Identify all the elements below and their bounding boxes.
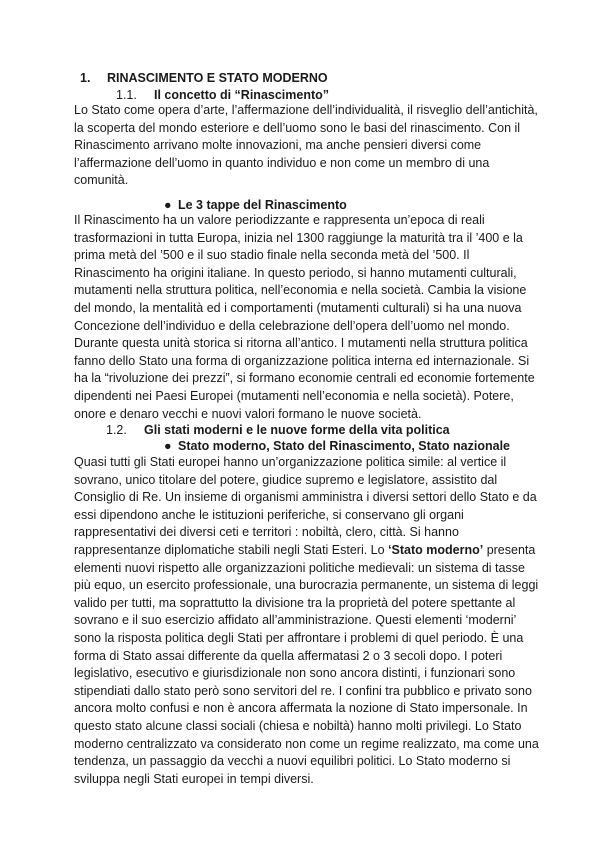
- paragraph-line-mixed: [74, 542, 536, 560]
- paragraph-line: Il Rinascimento ha un valore periodizzante e rappresenta un’epoca di reali: [74, 213, 485, 227]
- paragraph-line: l’affermazione dell’uomo in quanto individuo e non come un membro di una: [74, 155, 490, 170]
- paragraph-line: elementi nuovi rispetto alle organizzazioni politiche medievali: un sistema di tasse: [74, 560, 525, 575]
- paragraph-line: fanno dello Stato una forma di organizzazione politica interna ed internazionale. Si: [74, 353, 530, 368]
- bullet-heading-stato: [164, 439, 510, 453]
- paragraph-line: la scoperta del mondo esteriore e dell’uomo sono le basi del rinascimento. Con il: [74, 120, 521, 135]
- paragraph-line: Quasi tutti gli Stati europei hanno un’organizzazione politica simile: al vertice il: [74, 455, 507, 469]
- subsection-heading-1-2: [106, 423, 450, 437]
- paragraph-line: sono la risposta politica degli Stati per affrontare i problemi di quel periodo. È una: [74, 630, 524, 645]
- paragraph-line: Lo Stato come opera d’arte, l’affermazione dell’individualità, il risveglio dell’antichità,: [74, 103, 538, 117]
- text-run: presenta: [483, 542, 536, 557]
- subsection-number: 1.2.: [106, 423, 127, 437]
- bullet-title: Stato moderno, Stato del Rinascimento, Stato nazionale: [178, 439, 510, 453]
- section-number: 1.: [80, 71, 91, 85]
- paragraph-line: sovrano e il suo esercizio affidato all’amministrazione. Questi elementi ‘moderni’: [74, 613, 517, 628]
- paragraph-line: trasformazioni in tutta Europa, inizia nel 1300 raggiunge la maturità tra il ’400 e la: [74, 230, 523, 245]
- paragraph-stato-moderno: [74, 454, 539, 788]
- paragraph-line: Rinascimento arrivano molte innovazioni, ma anche pensieri diversi come: [74, 138, 482, 153]
- bullet-title: Le 3 tappe del Rinascimento: [178, 198, 347, 212]
- paragraph-line: tendenza, un passaggio da vecchi a nuovi equilibri politici. Lo Stato moderno si: [74, 754, 511, 769]
- paragraph-line: Concezione dell’individuo e della celebrazione dell’opera dell’uomo nel mondo.: [74, 318, 510, 333]
- bullet-icon: ●: [164, 439, 172, 453]
- paragraph-line: ancora molto confusi e non è ancora affermata la nozione di Stato impersonale. In: [74, 701, 528, 716]
- paragraph-line: Durante questa unità storica si ritorna all’antico. I mutamenti nella struttura politica: [74, 336, 528, 351]
- paragraph-line: prima metà del ’500 e il suo stadio finale nella seconda metà del ’500. Il: [74, 248, 470, 263]
- paragraph-line: più equo, un esercito professionale, una burocrazia permanente, un sistema di leggi: [74, 578, 539, 593]
- paragraph-line: questo stato alcune classi sociali (chiesa e nobiltà) hanno molti privilegi. Lo Stato: [74, 718, 522, 733]
- paragraph-line: sovrano, unico titolare del potere, giudice supremo e legislatore, assistito dal: [74, 472, 498, 487]
- paragraph-line: Rinascimento ha origini italiane. In questo periodo, si hanno mutamenti culturali,: [74, 265, 517, 280]
- bullet-heading-tappe: [164, 198, 347, 212]
- section-title: RINASCIMENTO E STATO MODERNO: [107, 71, 328, 85]
- paragraph-line: rappresentativi dei diversi ceti e territori : nobiltà, clero, città. Si hanno: [74, 525, 459, 540]
- paragraph-rinascimento: [74, 102, 536, 190]
- paragraph-line: onore e denaro vecchi e nuovi valori formano le nuove società.: [74, 406, 422, 421]
- subsection-heading-1-1: [116, 88, 329, 102]
- paragraph-tappe: [74, 212, 536, 423]
- paragraph-line: dipendenti nei Paesi Europei (mutamenti nell’economia e nella società). Potere,: [74, 388, 514, 403]
- subsection-title: Gli stati moderni e le nuove forme della vita politica: [144, 423, 450, 437]
- paragraph-line: stipendiati dallo stato però sono servitori del re. I confini tra pubblico e privato sono: [74, 683, 532, 698]
- bullet-icon: ●: [164, 198, 172, 212]
- paragraph-line: comunità.: [74, 173, 129, 188]
- paragraph-line: Consiglio di Re. Un insieme di organismi amministra i diversi settori dello Stato e da: [74, 490, 537, 505]
- bold-term: ‘Stato moderno’: [388, 542, 484, 557]
- paragraph-line: legislativo, esecutivo e giurisdizionale non sono ancora distinti, i funzionari sono: [74, 666, 516, 681]
- text-run: rappresentanze diplomatiche stabili negli Stati Esteri. Lo: [74, 542, 389, 557]
- subsection-title: Il concetto di “Rinascimento”: [154, 88, 330, 102]
- paragraph-line: mutamenti nella struttura politica, nell’economia e nella società. Cambia la visione: [74, 283, 527, 298]
- section-heading: [80, 71, 328, 85]
- paragraph-line: ha la “rivoluzione dei prezzi”, si formano economie centrali ed economie fortemente: [74, 371, 535, 386]
- paragraph-line: valido per tutti, ma soprattutto la divisione tra la proprietà del potere spettante al: [74, 595, 516, 610]
- paragraph-line: moderno centralizzato va considerato non come un regime realizzato, ma come una: [74, 736, 539, 751]
- paragraph-line: del mondo, la mentalità ed i comportamenti (mutamenti culturali) si ha una nuova: [74, 300, 522, 315]
- subsection-number: 1.1.: [116, 88, 137, 102]
- paragraph-line: sviluppa negli Stati europei in tempi diversi.: [74, 771, 314, 786]
- paragraph-line: essi dipendono anche le istituzioni periferiche, si conservano gli organi: [74, 507, 464, 522]
- paragraph-line: forma di Stato assai differente da quella affermatasi 2 o 3 secoli dopo. I poteri: [74, 648, 503, 663]
